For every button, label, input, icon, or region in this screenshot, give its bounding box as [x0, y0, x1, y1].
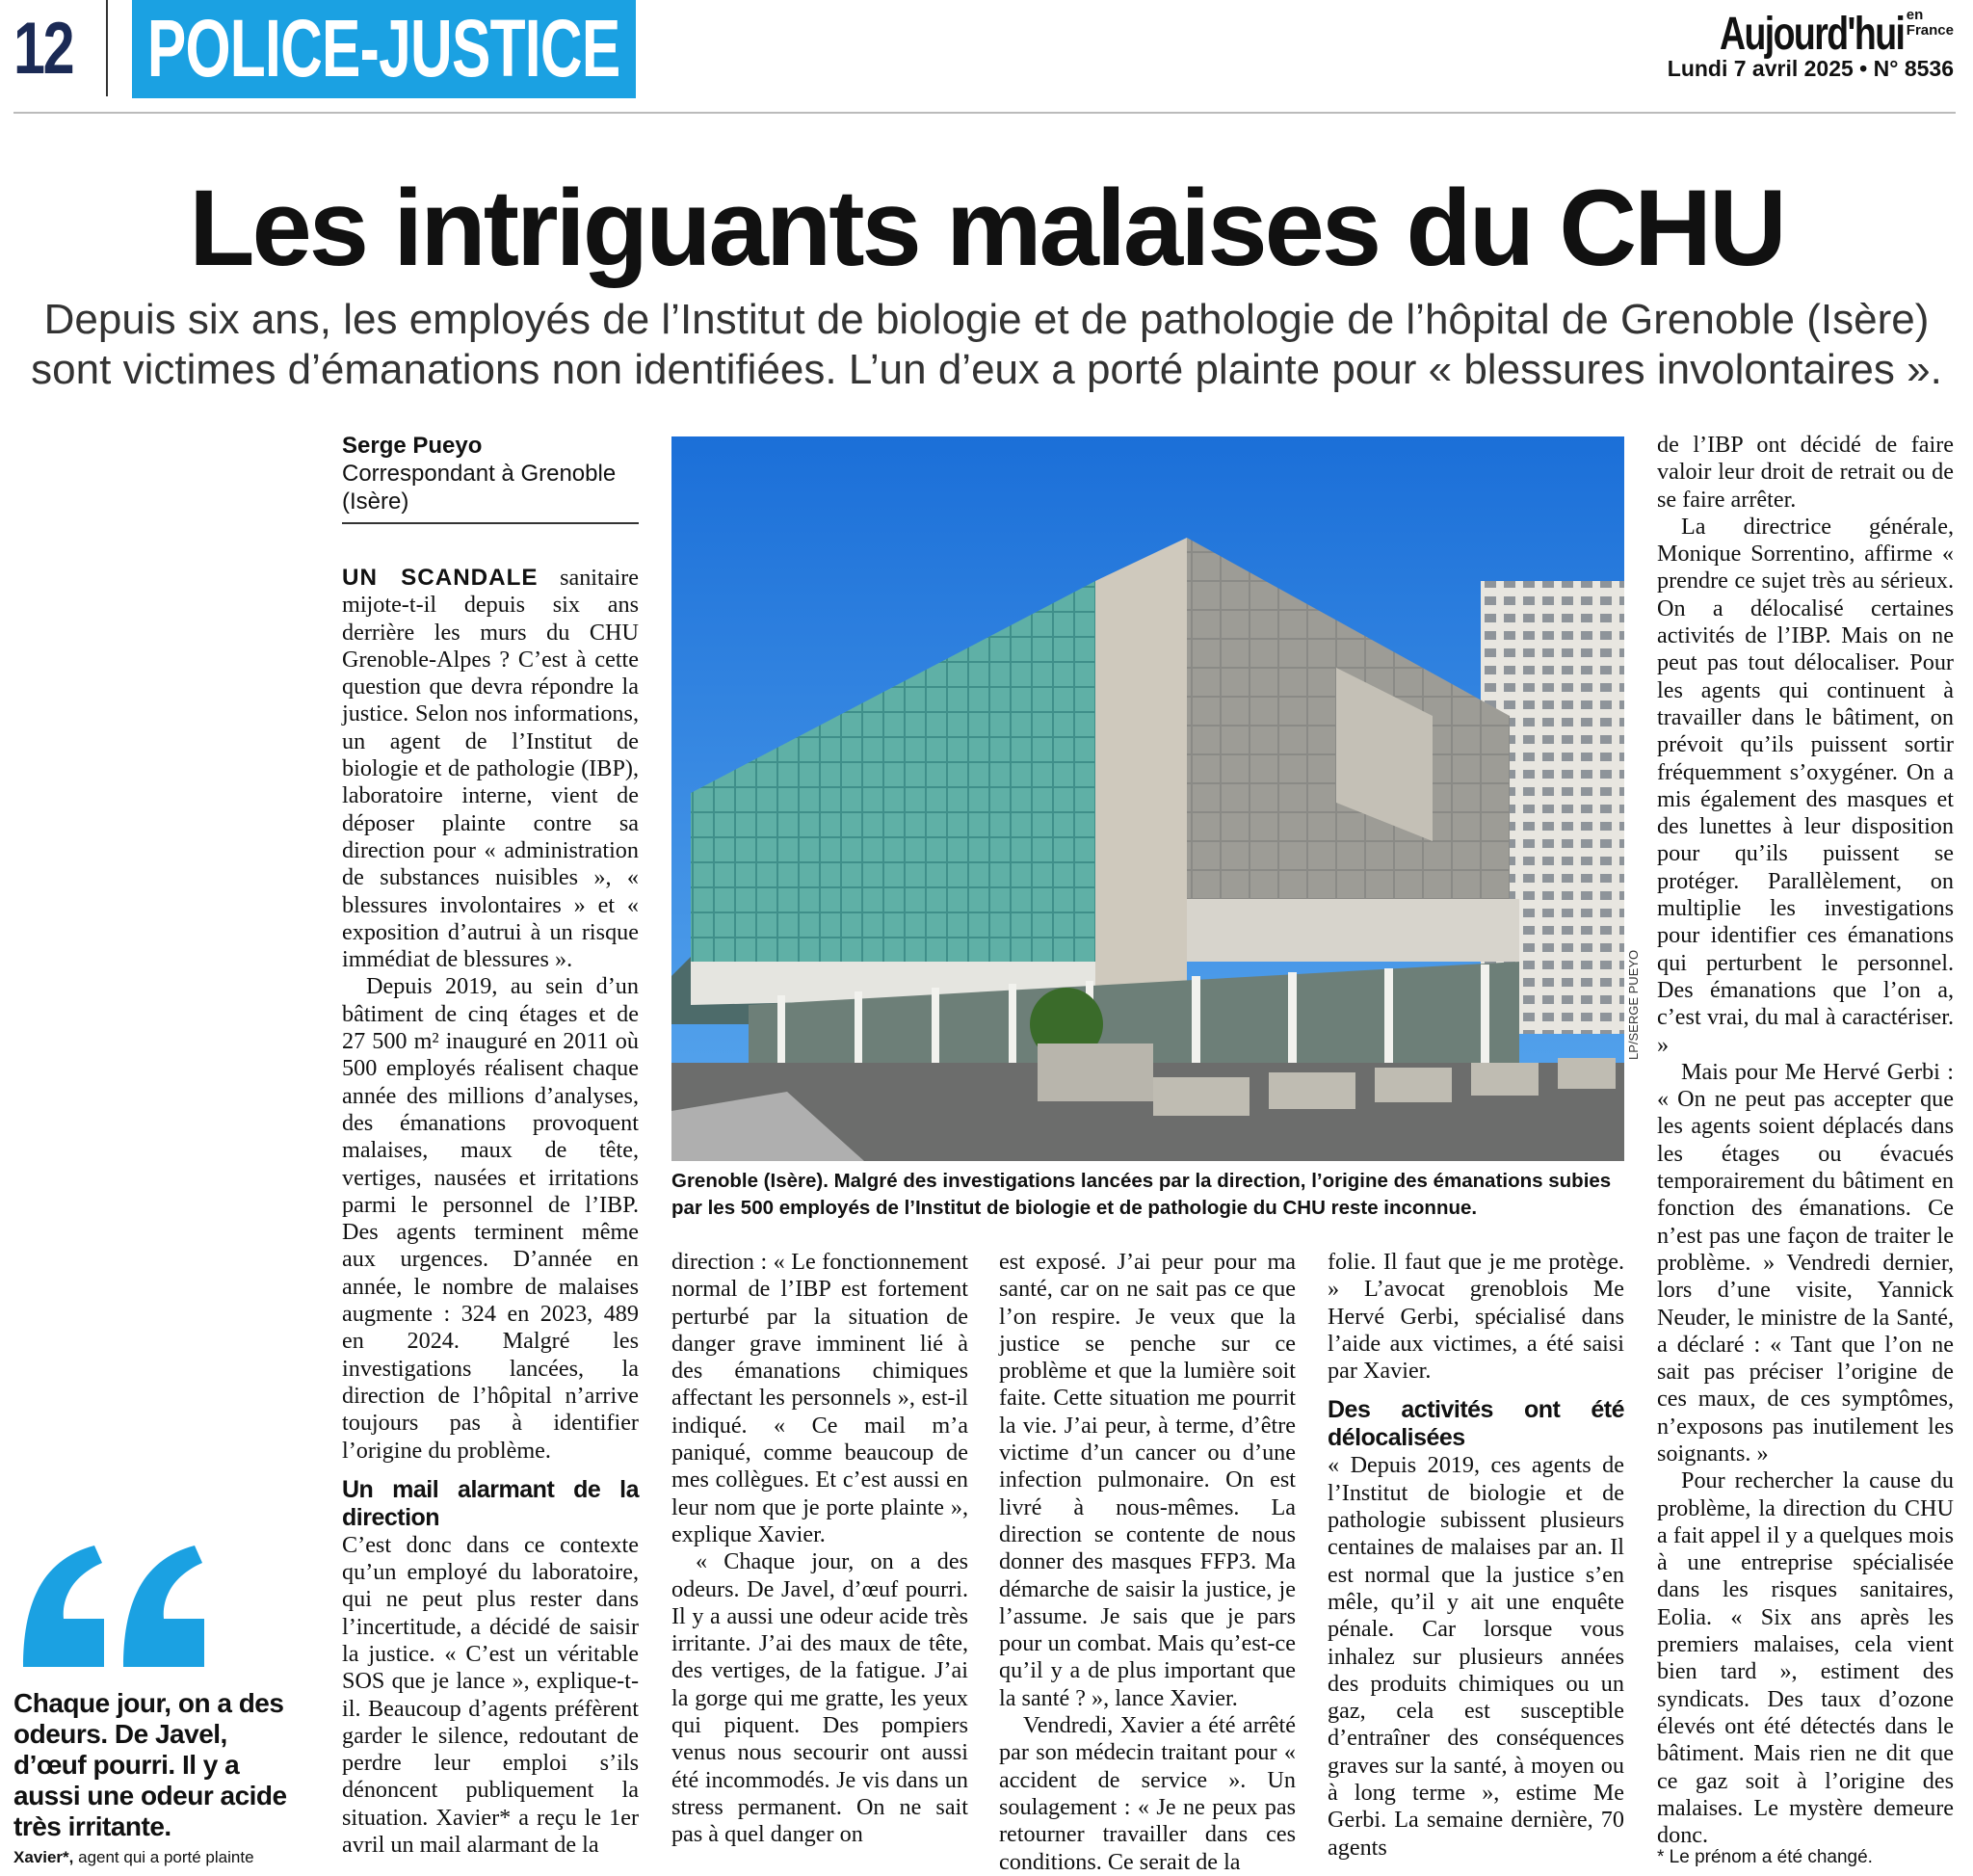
- lead-word: UN SCANDALE: [342, 565, 539, 591]
- paragraph: de l’IBP ont décidé de faire valoir leur droit de retrait ou de se faire arrêter.: [1657, 432, 1954, 513]
- photo-caption: Grenoble (Isère). Malgré des investigations lancées par la direction, l’origine des émanations subies par les 500 employés de l’Institut de biologie et de pathologie du CHU reste inconnue.: [671, 1170, 1612, 1219]
- issue-date: Lundi 7 avril 2025 • N° 8536: [1667, 56, 1954, 81]
- quote-mark-icon: [15, 1542, 218, 1681]
- paragraph: Vendredi, Xavier a été arrêté par son médecin traitant pour « accident de service ». Un soulagement : « Je ne peux pas retourner travailler dans ces conditions. Ce serait de la: [999, 1712, 1296, 1875]
- paragraph: folie. Il faut que je me protège. » L’avocat grenoblois Me Hervé Gerbi, spécialisé dans l’aide aux victimes, a été saisi par Xavier.: [1328, 1249, 1624, 1385]
- section-banner: [132, 0, 636, 98]
- newspaper-logo: [1511, 8, 1954, 61]
- paragraph: est exposé. J’ai peur pour ma santé, car on ne sait pas ce que l’on respire. Je veux que la justice se penche sur ce problème et que la lumière soit faite. Cette situation me pourrit la vie. J’ai peur, à terme, d’être victime d’un cancer ou d’une infection pulmonaire. On est livré à nous-mêmes. La direction se contente de nous donner des masques FFP3. Ma démarche de saisir la justice, je l’assume. Je sais que je pars pour un combat. Mais qu’est-ce qu’il y a de plus important que la santé ? », lance Xavier.: [999, 1249, 1296, 1711]
- logo-name: Aujourd'hui: [1720, 9, 1905, 60]
- paragraph: C’est donc dans ce contexte qu’un employé du laboratoire, qui ne peut plus rester dans l’incertitude, a décidé de saisir la justice. « C’est un véritable SOS que je lance », explique-t-il. Beaucoup d’agents préfèrent garder le silence, redoutant de perdre leur emploi s’ils dénoncent publiquement la situation. Xavier* a reçu le 1er avril un mail alarmant de la: [342, 1531, 639, 1859]
- headline: Les intriguants malaises du CHU: [189, 168, 1784, 288]
- author-name: Serge Pueyo: [342, 433, 483, 459]
- pull-quote: Chaque jour, on a des odeurs. De Javel, d’œuf pourri. Il y a aussi une odeur acide très irritante.: [13, 1688, 287, 1841]
- paragraph: « Chaque jour, on a des odeurs. De Javel, d’œuf pourri. Il y a aussi une odeur acide très irritante. J’ai des maux de tête, des vertiges, de la fatigue. J’ai la gorge qui me gratte, les yeux qui piquent. Des pompiers venus nous secourir ont aussi été incommodés. Je vis dans un stress permanent. On ne sait pas à quel danger on: [671, 1548, 968, 1848]
- building-photo: [671, 436, 1624, 1161]
- paragraph: [342, 565, 639, 973]
- author-role: Correspondant à Grenoble (Isère): [342, 461, 617, 515]
- section-label: POLICE-JUSTICE: [146, 3, 620, 93]
- header-rule: [13, 112, 1956, 114]
- subheading: Des activités ont été délocalisées: [1328, 1396, 1624, 1452]
- paragraph: Mais pour Me Hervé Gerbi : « On ne peut pas accepter que les agents soient déplacés dans les étages ou évacués temporairement du bâtiment en fonction des émanations. Ce n’est pas une façon de traiter le problème. » Vendredi dernier, lors d’une visite, Yannick Neuder, le ministre de la Santé, a déclaré : « Tant que l’on ne sait pas préciser l’origine de ces maux, de ces symptômes, n’exposons pas inutilement les soignants. »: [1657, 1058, 1954, 1466]
- attribution-name: Xavier*,: [13, 1848, 74, 1866]
- logo-sup-en: en: [1906, 7, 1924, 23]
- photo-credit: LP/SERGE PUEYO: [1626, 949, 1641, 1060]
- column-4: [1328, 1249, 1624, 1862]
- byline-rule: [342, 522, 639, 524]
- paragraph-text: sanitaire mijote-t-il depuis six ans derrière les murs du CHU Grenoble-Alpes ? C’est à cette question que devra répondre la justice. Selon nos informations, un agent de l’Institut de biologie et de pathologie (IBP), laboratoire interne, vient de déposer plainte contre sa direction pour « administration de substances nuisibles », « blessures involontaires » et « exposition d’autrui à un risque immédiat de blessures ».: [342, 565, 639, 973]
- byline: [342, 432, 641, 515]
- logo-sup-france: France: [1906, 22, 1954, 39]
- logo-superscript: [1907, 8, 1954, 39]
- column-1: [342, 565, 639, 1859]
- paragraph: direction : « Le fonctionnement normal de l’IBP est fortement perturbé par la situation de danger grave imminent lié à des émanations chimiques affectant les personnels », est-il indiqué. « Ce mail m’a paniqué, comme beaucoup de mes collègues. Et c’est aussi en leur nom que je porte plainte », explique Xavier.: [671, 1249, 968, 1547]
- paragraph: La directrice générale, Monique Sorrentino, affirme « prendre ce sujet très au sérieux. On a délocalisé certaines activités de l’IBP. Mais on ne peut pas tout délocaliser. Pour les agents qui continuent à travailler dans le bâtiment, on prévoit qu’ils puissent sortir fréquemment s’oxygéner. On a mis également des masques et des lunettes à leur disposition pour qu’ils puissent se protéger. Parallèlement, on multiplie les investigations pour identifier ces émanations qui perturbent le personnel. Des émanations que l’on a, c’est vrai, du mal à caractériser. »: [1657, 513, 1954, 1058]
- subheading: Un mail alarmant de la direction: [342, 1475, 639, 1531]
- paragraph: Pour rechercher la cause du problème, la direction du CHU a fait appel il y a quelques mois à une entreprise spécialisée dans les risques sanitaires, Eolia. « Six ans après les premiers malaises, cela vient bien tard », estiment des syndicats. Des taux d’ozone élevés ont été détectés dans le bâtiment. Mais rien ne dit que ce gaz soit à l’origine des malaises. Le mystère demeure donc.: [1657, 1467, 1954, 1849]
- column-5: [1657, 432, 1954, 1849]
- attribution-role: agent qui a porté plainte: [73, 1848, 254, 1866]
- footnote: * Le prénom a été changé.: [1657, 1847, 1873, 1867]
- header-divider: [106, 0, 108, 96]
- column-2: [671, 1249, 968, 1849]
- building-illustration: [671, 436, 1624, 1161]
- deck: Depuis six ans, les employés de l’Institut de biologie et de pathologie de l’hôpital de Grenoble (Isère) sont victimes d’émanations non identifiées. L’un d’eux a porté plainte pour « blessures involontaires ».: [31, 296, 1942, 393]
- paragraph: « Depuis 2019, ces agents de l’Institut de biologie et de pathologie subissent plusieurs centaines de malaises par an. Il est normal que la justice s’en mêle, qu’il y ait une enquête pénale. Car lorsque vous inhalez sur plusieurs années des produits chimiques ou un gaz, cela est susceptible d’entraîner des conséquences graves sur la santé, à moyen ou à long terme », estime Me Gerbi. La semaine dernière, 70 agents: [1328, 1452, 1624, 1861]
- paragraph: Depuis 2019, au sein d’un bâtiment de cinq étages et de 27 500 m² inauguré en 2011 où 500 employés réalisent chaque année des millions d’analyses, des émanations provoquent malaises, maux de tête, vertiges, nausées et irritations parmi le personnel de l’IBP. Des agents terminent même aux urgences. D’année en année, le nombre de malaises augmente : 324 en 2023, 489 en 2024. Malgré les investigations lancées, la direction de l’hôpital n’arrive toujours pas à identifier l’origine du problème.: [342, 973, 639, 1464]
- column-3: [999, 1249, 1296, 1876]
- pull-quote-attribution: [13, 1848, 322, 1867]
- page-number: 12: [13, 8, 73, 90]
